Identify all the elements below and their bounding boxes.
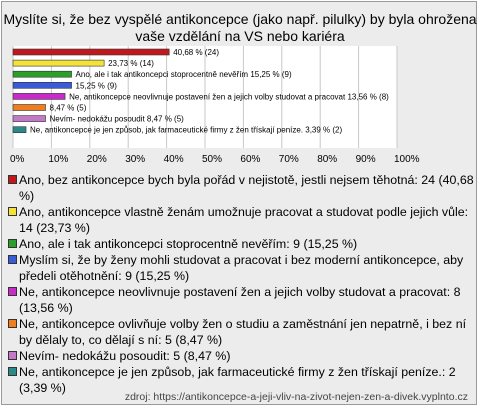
bar-data-label: 15,25 % (9) bbox=[75, 81, 117, 91]
legend-item bbox=[6, 204, 474, 236]
bar bbox=[13, 127, 26, 133]
bar bbox=[13, 49, 169, 55]
bar-data-label: 40,68 % (24) bbox=[173, 48, 220, 57]
x-tick-label: 30% bbox=[125, 154, 146, 165]
bar bbox=[13, 82, 72, 88]
legend-item bbox=[6, 348, 474, 364]
legend-swatch bbox=[8, 207, 17, 216]
bar-data-label: 8,47 % (5) bbox=[49, 103, 87, 113]
legend-swatch bbox=[8, 351, 17, 360]
x-tick-label: 10% bbox=[48, 154, 69, 165]
x-tick-label: 0% bbox=[10, 154, 25, 165]
bar bbox=[13, 60, 104, 66]
x-tick-label: 40% bbox=[163, 154, 184, 165]
bar-data-label: 23,73 % (14) bbox=[108, 59, 154, 69]
legend-swatch bbox=[8, 319, 17, 328]
legend-text: Ne, antikoncepce neovlivnuje postavení žen a jejich volby studovat a pracovat: 8 (13,56 %) bbox=[19, 285, 461, 315]
bar-data-label: Nevím- nedokážu posoudit 8,47 % (5) bbox=[49, 114, 184, 124]
legend-text: Ne, antikoncepce ovlivňuje volby žen o studiu a zaměstnání jen nepatrně, i bez ní by dělaly to, co dělají s ní: 5 (8,47 %) bbox=[19, 317, 467, 347]
bar bbox=[13, 105, 46, 111]
legend-item bbox=[6, 252, 474, 284]
x-tick-label: 80% bbox=[317, 154, 338, 165]
legend-text: Myslím si, že by ženy mohli studovat a pracovat i bez moderní antikoncepce, aby předeli otěhotnění: 9 (15,25 %) bbox=[19, 253, 464, 283]
legend-swatch bbox=[8, 367, 17, 376]
legend-item bbox=[6, 284, 474, 316]
legend-text: Nevím- nedokážu posoudit: 5 (8,47 %) bbox=[19, 349, 231, 363]
bar-data-label: Ne, antikoncepce je jen způsob, jak farmaceutické firmy z žen třískají peníze. 3,39 % (2) bbox=[30, 125, 343, 135]
legend-item bbox=[6, 316, 474, 348]
legend-item bbox=[6, 172, 474, 204]
x-tick-label: 20% bbox=[86, 154, 107, 165]
legend-swatch bbox=[8, 239, 17, 248]
x-tick-label: 70% bbox=[278, 154, 299, 165]
chart-frame bbox=[1, 1, 477, 405]
legend-item bbox=[6, 236, 474, 252]
bar-data-label: Ano, ale i tak antikoncepci stoprocentně nevěřím 15,25 % (9) bbox=[75, 70, 292, 80]
bar-chart bbox=[2, 2, 478, 172]
x-tick-label: 50% bbox=[202, 154, 223, 165]
chart-title: Myslíte si, že bez vyspělé antikoncepce (jako např. pilulky) by byla ohrožena vaše vzdělání na VS nebo kariéra bbox=[3, 11, 477, 44]
chart-legend bbox=[6, 172, 474, 396]
bar-data-label: Ne, antikoncepce neovlivnuje postavení žen a jejich volby studovat a pracovat 13,56 % (8) bbox=[69, 92, 389, 102]
x-tick-label: 100% bbox=[394, 154, 420, 165]
x-tick-label: 90% bbox=[355, 154, 376, 165]
legend-text: Ne, antikoncepce je jen způsob, jak farmaceutické firmy z žen třískají peníze.: 2 (3,39 %) bbox=[19, 365, 456, 395]
legend-swatch bbox=[8, 255, 17, 264]
legend-swatch bbox=[8, 175, 17, 184]
source-link[interactable]: zdroj: https://antikoncepce-a-jeji-vliv-na-zivot-nejen-zen-a-divek.vyplnto.cz bbox=[124, 391, 468, 403]
x-tick-label: 60% bbox=[240, 154, 261, 165]
legend-swatch bbox=[8, 287, 17, 296]
legend-text: Ano, bez antikoncepce bych byla pořád v nejistotě, jestli nejsem těhotná: 24 (40,68 %) bbox=[19, 173, 474, 203]
bar bbox=[13, 71, 72, 77]
bar bbox=[13, 116, 46, 122]
legend-text: Ano, antikoncepce vlastně ženám umožnuje pracovat a studovat podle jejich vůle: 14 (23,73 %) bbox=[19, 205, 469, 235]
legend-text: Ano, ale i tak antikoncepci stoprocentně nevěřím: 9 (15,25 %) bbox=[19, 237, 358, 251]
bar bbox=[13, 93, 65, 99]
